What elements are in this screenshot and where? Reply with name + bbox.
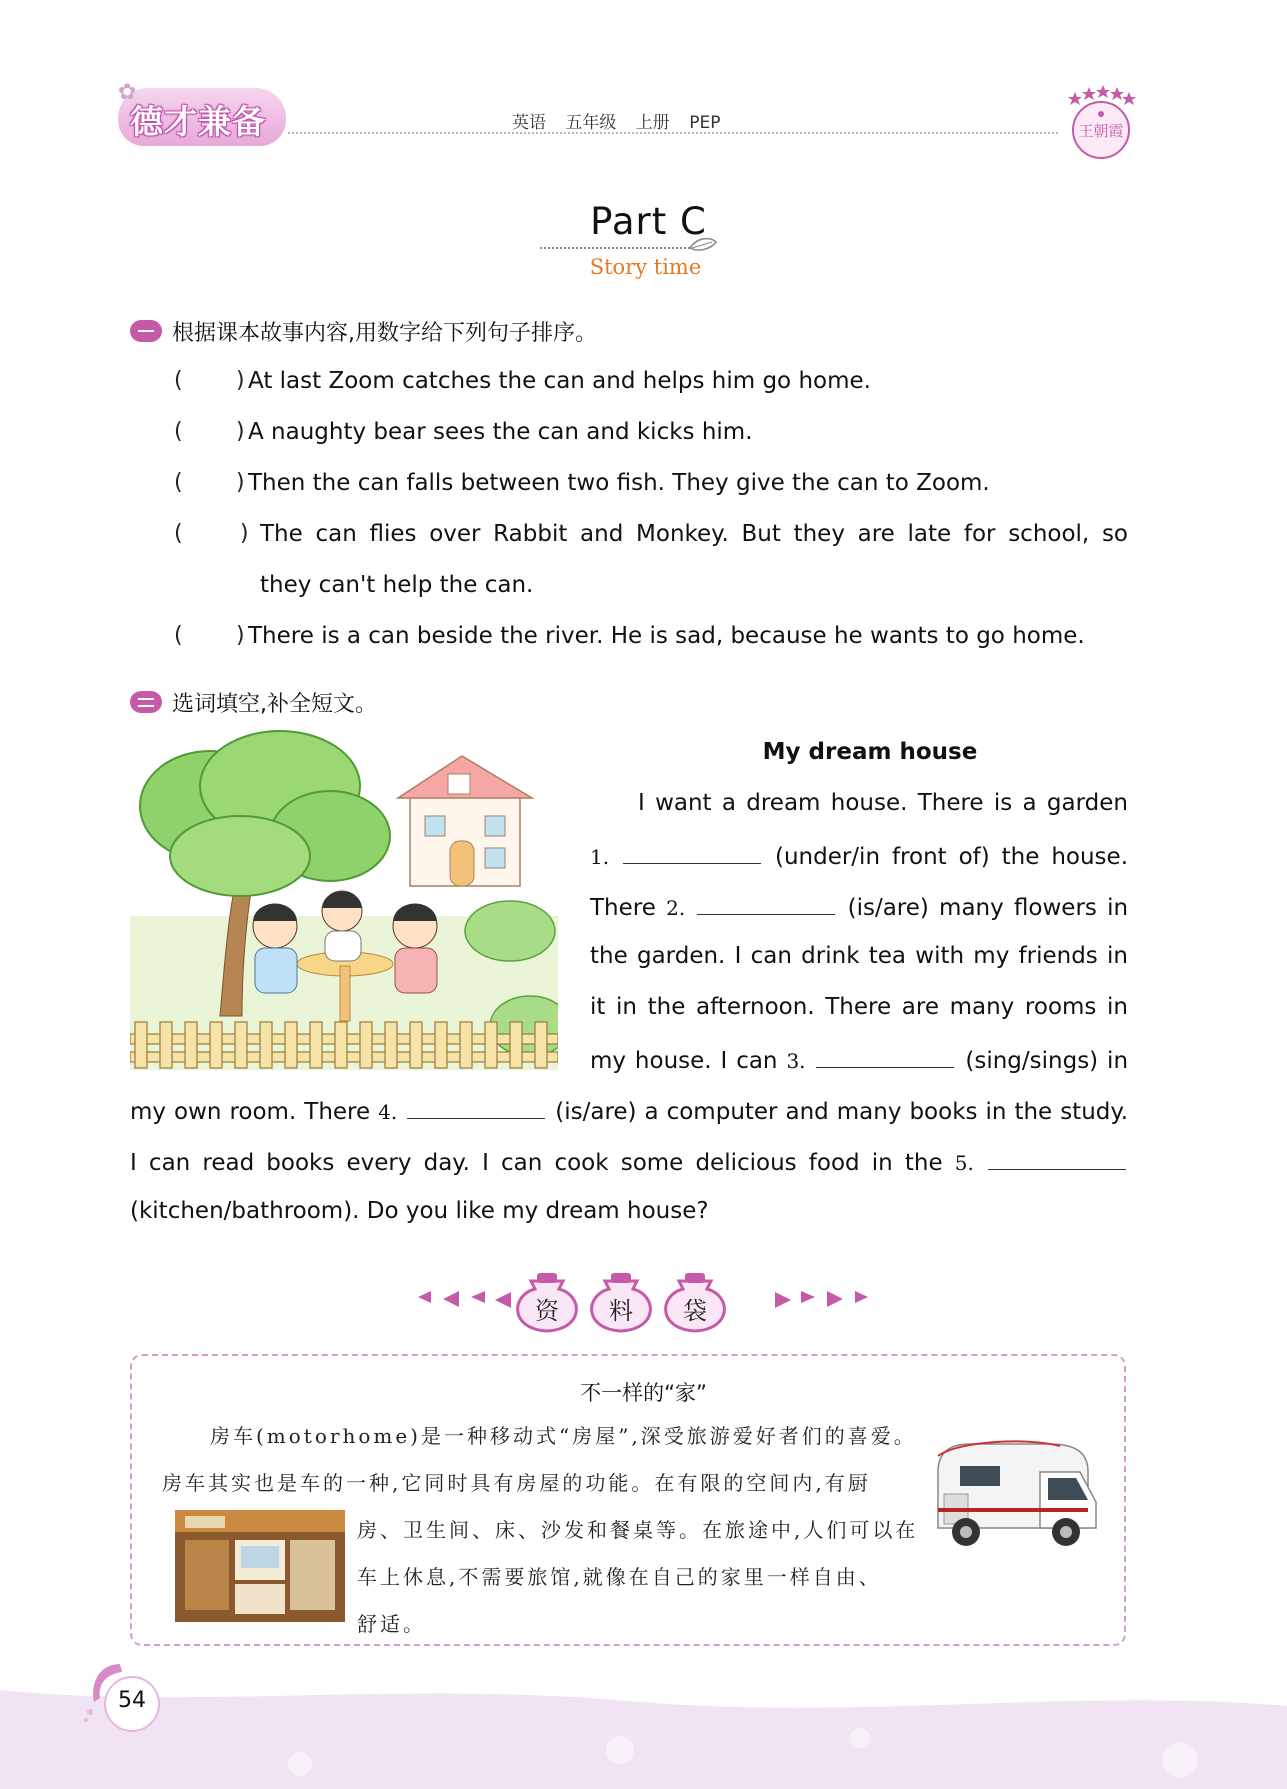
passage-title: My dream house: [762, 739, 978, 765]
passage-text: my own room. There: [130, 1099, 371, 1125]
passage-line: [130, 1096, 1128, 1125]
order-open-paren: (: [174, 470, 183, 495]
bag-char-2: 料: [609, 1297, 633, 1325]
leaf-icon: [688, 234, 718, 256]
order-item-5: There is a can beside the river. He is sad, because he wants to go home.: [248, 623, 1085, 649]
passage-line: the garden. I can drink tea with my friends in: [590, 943, 1128, 969]
order-item-3: Then the can falls between two fish. They give the can to Zoom.: [248, 470, 990, 496]
motorhome-interior-image: [175, 1510, 345, 1622]
order-close-paren: ): [236, 419, 245, 444]
answer-blank-3[interactable]: [816, 1045, 954, 1068]
blank-number: 2.: [666, 896, 686, 920]
info-line: 车上休息,不需要旅馆,就像在自己的家里一样自由、: [357, 1565, 882, 1589]
order-item-2: A naughty bear sees the can and kicks him.: [248, 419, 753, 445]
answer-blank-2[interactable]: [697, 892, 835, 915]
order-item-4-continued: they can't help the can.: [260, 572, 534, 598]
section-two-heading: 选词填空,补全短文。: [172, 692, 377, 717]
passage-line: [590, 790, 1128, 816]
order-open-paren: (: [174, 521, 183, 546]
answer-blank-5[interactable]: [988, 1147, 1126, 1170]
info-bag-banner: [413, 1263, 873, 1335]
blank-number: 3.: [786, 1049, 806, 1073]
info-line: 房车(motorhome)是一种移动式“房屋”,深受旅游爱好者们的喜爱。: [210, 1424, 917, 1448]
section-one-marker: [130, 320, 162, 342]
passage-line: [590, 892, 1128, 921]
badge-name: 王朝霞: [1078, 122, 1124, 140]
blank-number: 4.: [378, 1100, 398, 1124]
order-close-paren: ): [236, 470, 245, 495]
passage-text: (is/are) many flowers in: [847, 895, 1129, 921]
page-title: Part C: [590, 200, 707, 243]
order-open-paren: (: [174, 623, 183, 648]
logo-text: 德才兼备: [130, 102, 266, 141]
order-open-paren: (: [174, 368, 183, 393]
house-icon: [398, 756, 532, 886]
page-number: 54: [118, 1688, 146, 1713]
bag-char-3: 袋: [683, 1297, 707, 1325]
order-item-1: At last Zoom catches the can and helps him go home.: [248, 368, 871, 394]
palm-icon: ✿: [118, 80, 137, 105]
passage-text: my house. I can: [590, 1048, 778, 1074]
order-close-paren: ): [236, 623, 245, 648]
order-close-paren: ): [236, 368, 245, 393]
blank-number: 5.: [954, 1151, 974, 1175]
brand-badge-icon: [1063, 84, 1137, 162]
title-divider: [540, 247, 690, 249]
passage-text: (under/in front of) the house.: [774, 844, 1129, 870]
passage-line: [590, 1045, 1128, 1074]
footer-wave: [0, 1680, 1287, 1789]
passage-text: (is/are) a computer and many books in the study.: [555, 1099, 1129, 1125]
garden-illustration: [130, 726, 558, 1070]
passage-text: I want a dream house. There is a garden: [638, 790, 1128, 816]
info-line: 房、卫生间、床、沙发和餐桌等。在旅途中,人们可以在: [357, 1518, 919, 1542]
blank-number: 1.: [590, 845, 610, 869]
passage-text: I can read books every day. I can cook some delicious food in the: [130, 1150, 943, 1176]
info-line: 舒适。: [357, 1612, 426, 1636]
passage-line: (kitchen/bathroom). Do you like my dream house?: [130, 1198, 709, 1224]
section-one-heading: 根据课本故事内容,用数字给下列句子排序。: [172, 321, 597, 346]
fence-icon: [130, 1022, 558, 1068]
order-open-paren: (: [174, 419, 183, 444]
passage-line: [590, 841, 1128, 870]
passage-text: (sing/sings) in: [965, 1048, 1129, 1074]
order-close-paren: ): [240, 521, 249, 546]
order-item-4: The can flies over Rabbit and Monkey. But they are late for school, so: [260, 521, 1128, 547]
answer-blank-1[interactable]: [623, 841, 761, 864]
header-breadcrumb: 英语 五年级 上册 PEP: [512, 113, 721, 133]
page-subtitle: Story time: [589, 255, 702, 279]
motorhome-image: [930, 1432, 1100, 1560]
passage-text: There: [590, 895, 656, 921]
answer-blank-4[interactable]: [407, 1096, 545, 1119]
info-title: 不一样的“家”: [580, 1381, 707, 1405]
info-line: 房车其实也是车的一种,它同时具有房屋的功能。在有限的空间内,有厨: [162, 1471, 871, 1495]
passage-line: [130, 1147, 1128, 1176]
section-two-marker: [130, 691, 162, 713]
passage-line: it in the afternoon. There are many rooms in: [590, 994, 1128, 1020]
bag-char-1: 资: [535, 1297, 559, 1325]
